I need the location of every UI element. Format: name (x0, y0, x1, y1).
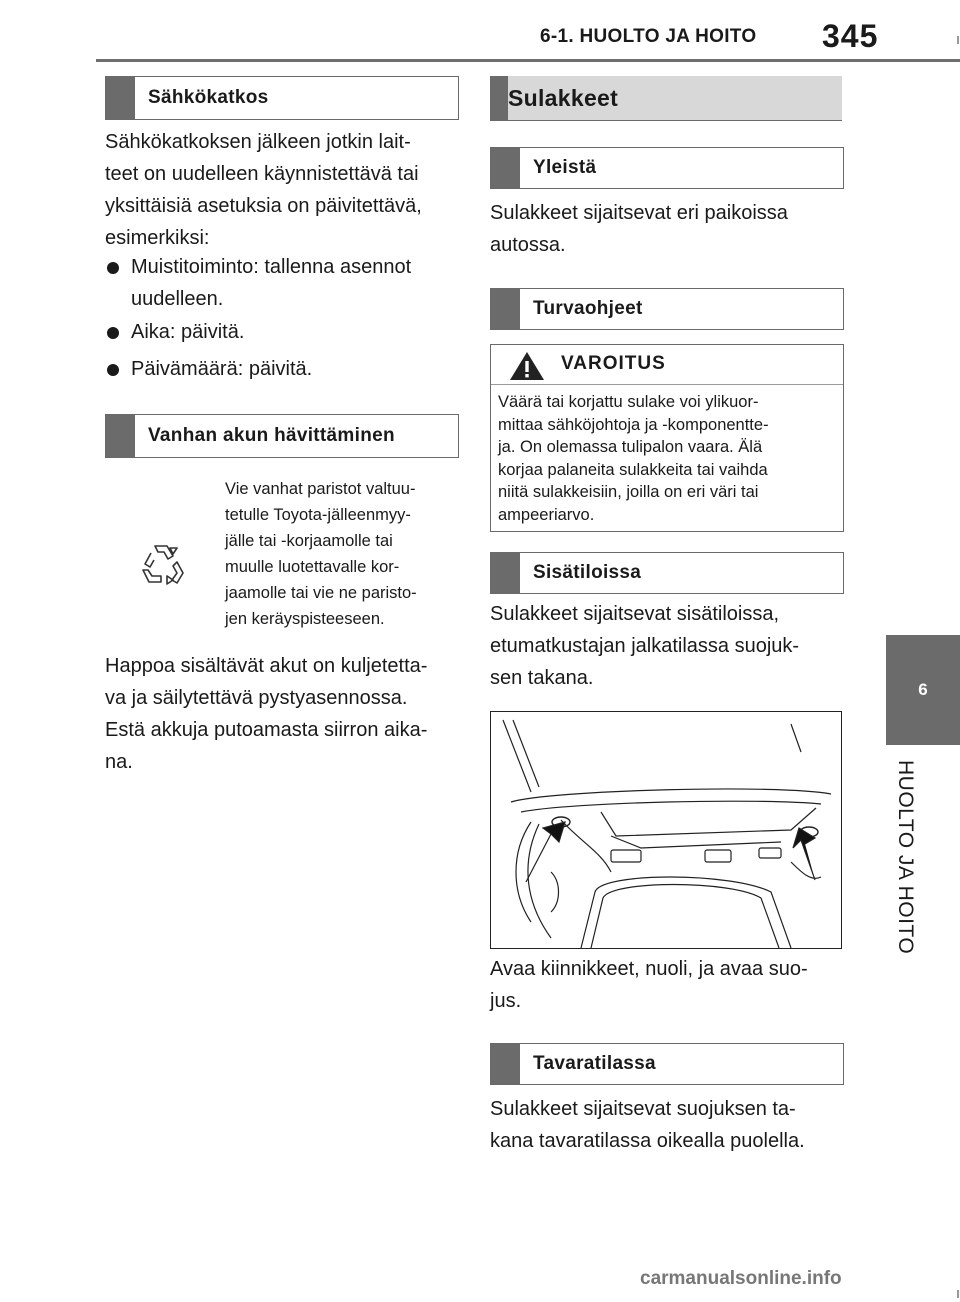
list-item: Muistitoiminto: tallenna asennot uudelleen. (105, 251, 491, 315)
power-outage-text: Sähkökatkoksen jälkeen jotkin lait- teet on uudelleen käynnistettävä tai yksittäisiä asetuksia on päivitettävä, esimerkiksi: (105, 131, 422, 249)
page-number: 345 (822, 18, 879, 54)
disposal-text: Happoa sisältävät akut on kuljetetta- va ja säilytettävä pystyasennossa. Estä akkuja putoamasta siirron aika- na. (105, 655, 428, 773)
crop-mark (957, 1290, 959, 1298)
cargo-text: Sulakkeet sijaitsevat suojuksen ta- kana tavaratilassa oikealla puolella. (490, 1098, 805, 1152)
disposal-note: Vie vanhat paristot valtuu- tetulle Toyota-jälleenmyy- jälle tai -korjaamolle tai muulle luotettavalle kor- jaamolle tai vie ne paristo- jen keräyspisteeseen. (225, 480, 417, 628)
section-title: 6-1. HUOLTO JA HOITO (540, 26, 757, 47)
heading-fuses: Sulakkeet (490, 76, 842, 121)
heading-cargo: Tavaratilassa (490, 1043, 844, 1085)
general-text: Sulakkeet sijaitsevat eri paikoissa autossa. (490, 202, 788, 256)
recycle-icon (137, 540, 187, 590)
warning-text: Väärä tai korjattu sulake voi ylikuor- mittaa sähköjohtoja ja -komponentte- ja. On olemassa tulipalon vaara. Älä korjaa palaneita sulakkeita tai vaihda niitä sulakkeisiin, joilla on eri väri tai ampeeriarvo. (498, 393, 769, 524)
heading-power-outage: Sähkökatkos (105, 76, 459, 120)
fuse-cover-illustration (490, 711, 842, 949)
warning-triangle-icon (509, 351, 545, 381)
bullet-icon (107, 262, 119, 274)
heading-interior: Sisätiloissa (490, 552, 844, 594)
warning-box (490, 344, 844, 532)
heading-general: Yleistä (490, 147, 844, 189)
watermark: carmanualsonline.info (640, 1268, 842, 1289)
header-rule (96, 59, 960, 62)
heading-battery-disposal: Vanhan akun hävittäminen (105, 414, 459, 458)
list-item: Aika: päivitä. (105, 316, 491, 348)
illustration-caption: Avaa kiinnikkeet, nuoli, ja avaa suo- jus. (490, 958, 808, 1012)
crop-mark (957, 36, 959, 44)
bullet-icon (107, 327, 119, 339)
warning-title: VAROITUS (561, 353, 666, 374)
chapter-tab (886, 635, 960, 745)
interior-text: Sulakkeet sijaitsevat sisätiloissa, etumatkustajan jalkatilassa suojuk- sen takana. (490, 603, 800, 689)
chapter-label: HUOLTO JA HOITO (894, 760, 917, 955)
bullet-icon (107, 364, 119, 376)
heading-safety: Turvaohjeet (490, 288, 844, 330)
chapter-number: 6 (918, 680, 928, 699)
list-item: Päivämäärä: päivitä. (105, 353, 491, 385)
